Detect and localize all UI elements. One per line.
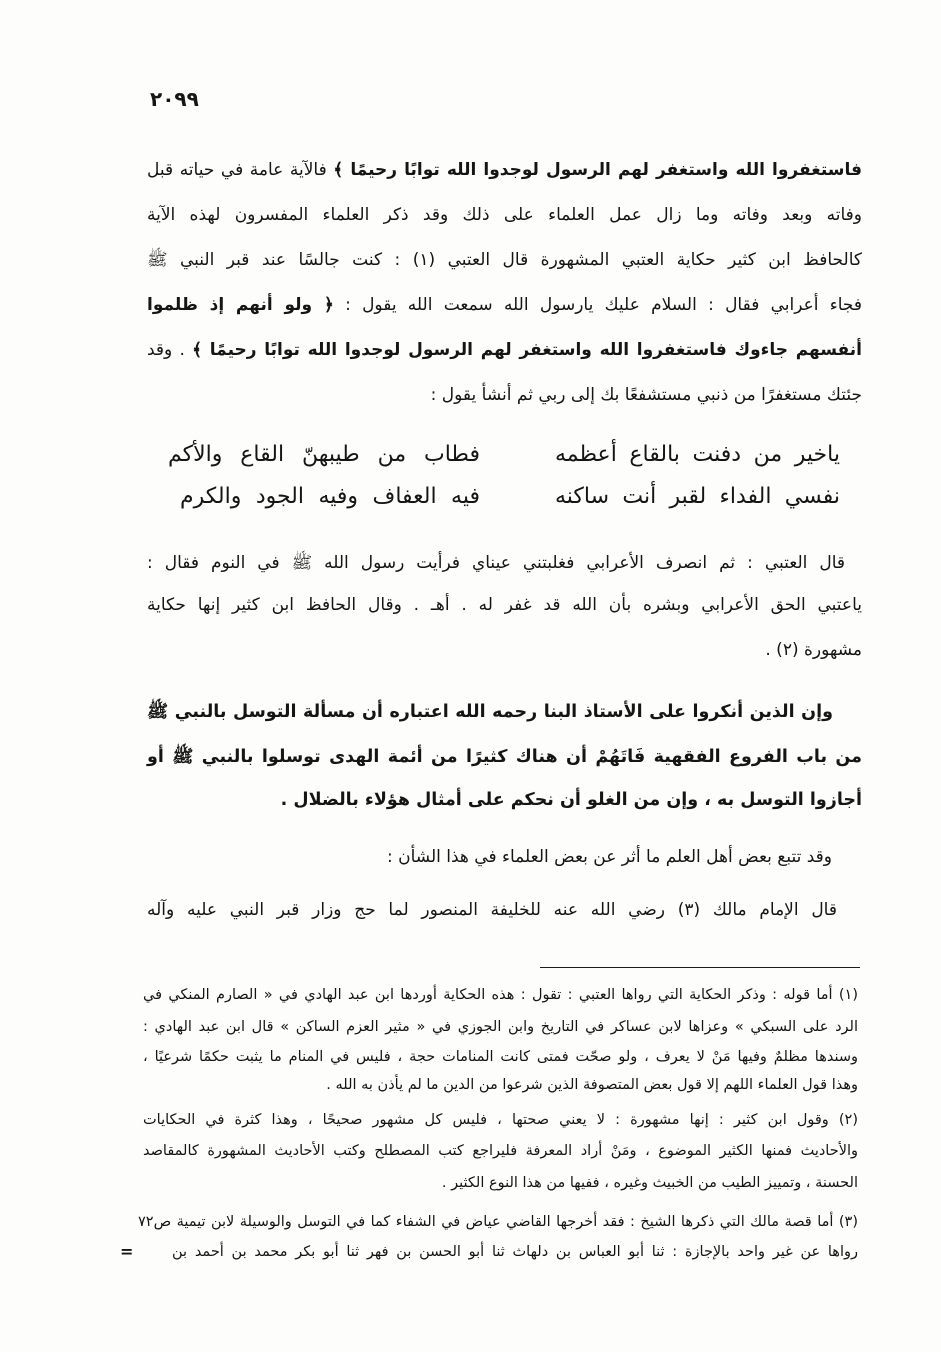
body-line xyxy=(147,155,862,185)
footnote-line: رواها عن غير واحد بالإجازة : ثنا أبو العباس بن دلهاث ثنا أبو الحسن بن فهر ثنا أبو بكر محمد بن أحمد بن xyxy=(172,1244,858,1260)
quran-quote: أنفسهم جاءوك فاستغفروا الله واستغفر لهم الرسول لوجدوا الله توابًا رحيمًا ﴾ xyxy=(192,340,862,360)
body-line: وقد تتبع بعض أهل العلم ما أثر عن بعض العلماء في هذا الشأن : xyxy=(387,847,832,867)
body-line: قال الإمام مالك (٣) رضي الله عنه للخليفة المنصور لما حج وزار قبر النبي عليه وآله xyxy=(147,900,837,920)
quran-quote: فاستغفروا الله واستغفر لهم الرسول لوجدوا الله توابًا رحيمًا ﴾ xyxy=(333,160,862,180)
footnote-line: وهذا قول العلماء اللهم إلا قول بعض المتصوفة الذين شرعوا من الدين ما لم يأذن به الله . xyxy=(326,1077,858,1093)
body-line: ياعتبي الحق الأعرابي وبشره بأن الله قد غفر له . أهـ . وقال الحافظ ابن كثير إنها حكاية xyxy=(147,595,862,615)
body-text-segment: فالآية عامة في حياته قبل xyxy=(147,160,327,180)
body-line: كالحافظ ابن كثير حكاية العتبي المشهورة قال العتبي (١) : كنت جالسًا عند قبر النبي ﷺ xyxy=(147,250,862,270)
body-line xyxy=(147,290,862,320)
footnote-line: (١) أما قوله : وذكر الحكاية التي رواها العتبي : تقول : هذه الحكاية أوردها ابن عبد الهادي في « الصارم المنكي في xyxy=(143,987,858,1003)
verse-first-hemistich: ياخير من دفنت بالقاع أعظمه xyxy=(555,442,840,467)
verse-first-hemistich: نفسي الفداء لقبر أنت ساكنه xyxy=(555,484,840,509)
body-line xyxy=(147,335,862,365)
body-line: جئتك مستغفرًا من ذنبي مستشفعًا بك إلى ربي ثم أنشأ يقول : xyxy=(430,385,862,405)
body-text-segment: . وقد xyxy=(147,340,185,360)
bold-body-line: من باب الفروع الفقهية فَاتَهُمْ أن هناك كثيرًا من أئمة الهدى توسلوا بالنبي ﷺ أو xyxy=(147,747,862,767)
continuation-mark: = xyxy=(120,1242,134,1261)
bold-body-line: أجازوا التوسل به ، وإن من الغلو أن نحكم على أمثال هؤلاء بالضلال . xyxy=(280,790,862,810)
footnote-line: والأحاديث فمنها الكثير الموضوع ، ومَنْ أراد المعرفة فليراجع كتب المصطلح وكتب الأحاديث المشهورة كالمقاصد xyxy=(143,1143,858,1159)
body-line: مشهورة (٢) . xyxy=(765,640,862,660)
page-number: ٢٠٩٩ xyxy=(150,87,199,111)
footnote-line: الحسنة ، وتمييز الطيب من الخبيث وغيره ، ففيها من هذا النوع الكثير . xyxy=(441,1175,858,1191)
body-text-segment: فجاء أعرابي فقال : السلام عليك يارسول الله سمعت الله يقول : xyxy=(345,295,862,315)
footnote-line: (٢) وقول ابن كثير : إنها مشهورة : لا يعني صحتها ، فليس كل مشهور صحيحًا ، وهذا كثرة في الحكايات xyxy=(143,1112,858,1128)
footnote-line: وسندها مظلمٌ وفيها مَنْ لا يعرف ، ولو صحّت فمتى كانت المنامات حجة ، فليس في المنام ما يثبت حكمًا شرعيًا ، xyxy=(143,1049,858,1065)
bold-body-line: وإن الذين أنكروا على الأستاذ البنا رحمه الله اعتباره أن مسألة التوسل بالنبي ﷺ xyxy=(147,702,833,722)
footnote-separator xyxy=(540,967,860,968)
body-line: قال العتبي : ثم انصرف الأعرابي فغلبتني عيناي فرأيت رسول الله ﷺ في النوم فقال : xyxy=(147,553,845,573)
verse-second-hemistich: فطاب من طيبهنّ القاع والأكم xyxy=(168,442,480,467)
footnote-line: (٣) أما قصة مالك التي ذكرها الشيخ : فقد أخرجها القاضي عياض في الشفاء كما في التوسل والوسيلة لابن تيمية ص٧٢ xyxy=(138,1214,858,1230)
body-line: وفاته وبعد وفاته وما زال عمل العلماء على ذلك وقد ذكر العلماء المفسرون لهذه الآية xyxy=(147,205,862,225)
quran-quote: ﴿ ولو أنهم إذ ظلموا xyxy=(147,295,334,315)
footnote-line: الرد على السبكي » وعزاها لابن عساكر في التاريخ وابن الجوزي في « مثير العزم الساكن » قال ابن عبد الهادي : xyxy=(143,1019,858,1035)
verse-second-hemistich: فيه العفاف وفيه الجود والكرم xyxy=(180,484,480,509)
